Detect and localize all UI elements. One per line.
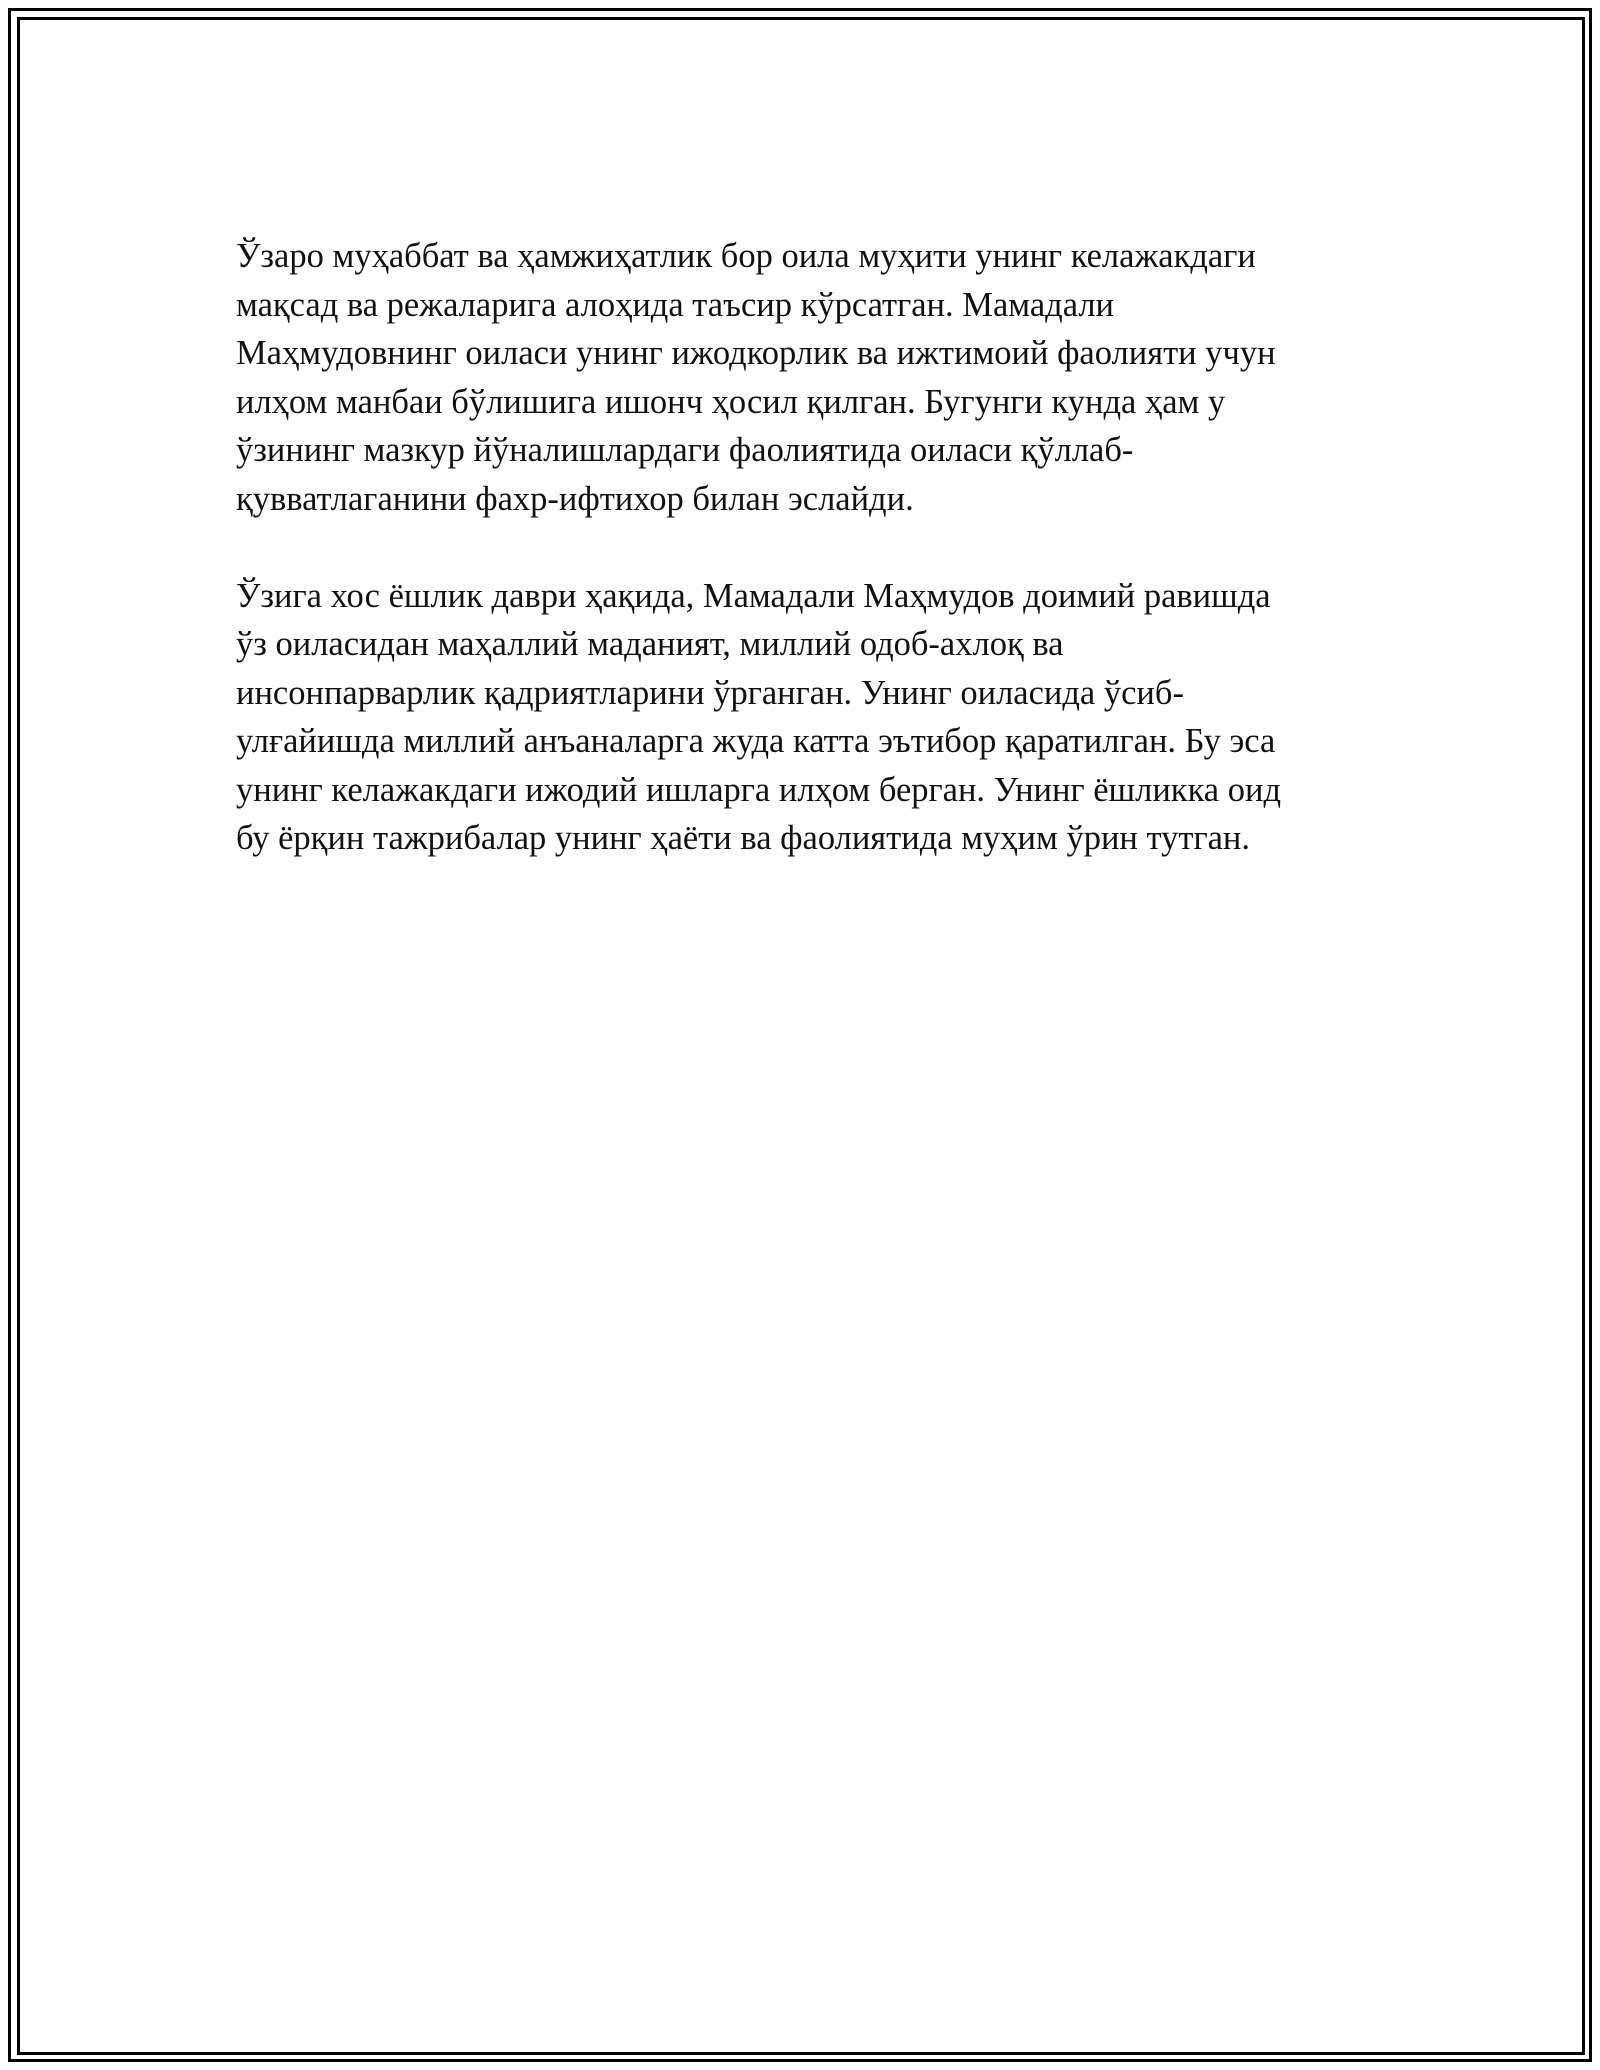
- text-line: Ўзаро муҳаббат ва ҳамжиҳатлик бор оила муҳити унинг келажакдаги: [236, 237, 1256, 275]
- text-line: унинг келажакдаги ижодий ишларга илҳом берган. Унинг ёшликка оид: [236, 770, 1282, 809]
- text-line: илҳом манбаи бўлишига ишонч ҳосил қилган. Бугунги кунда ҳам у: [236, 382, 1226, 421]
- text-line: ўзининг мазкур йўналишлардаги фаолиятида оиласи қўллаб-: [236, 431, 1134, 469]
- text-line: Ўзига хос ёшлик даври ҳақида, Мамадали Маҳмудов доимий равишда: [236, 576, 1271, 615]
- text-line: ўз оиласидан маҳаллий маданият, миллий одоб-ахлоқ ва: [236, 625, 1064, 663]
- text-line: улғайишда миллий анъаналарга жуда катта эътибор қаратилган. Бу эса: [236, 722, 1276, 760]
- text-line: бу ёрқин тажрибалар унинг ҳаёти ва фаолиятида муҳим ўрин тутган.: [236, 819, 1250, 857]
- text-line: инсонпарварлик қадриятларини ўрганган. Унинг оиласида ўсиб-: [236, 673, 1184, 712]
- text-line: мақсад ва режаларига алоҳида таъсир кўрсатган. Мамадали: [236, 285, 1115, 324]
- paragraph-2: [236, 572, 1366, 863]
- text-line: Маҳмудовнинг оиласи унинг ижодкорлик ва ижтимоий фаолияти учун: [236, 334, 1276, 372]
- paragraph-1: [236, 232, 1366, 523]
- text-line: қувватлаганини фахр-ифтихор билан эслайди.: [236, 479, 914, 518]
- document-body: [236, 232, 1366, 863]
